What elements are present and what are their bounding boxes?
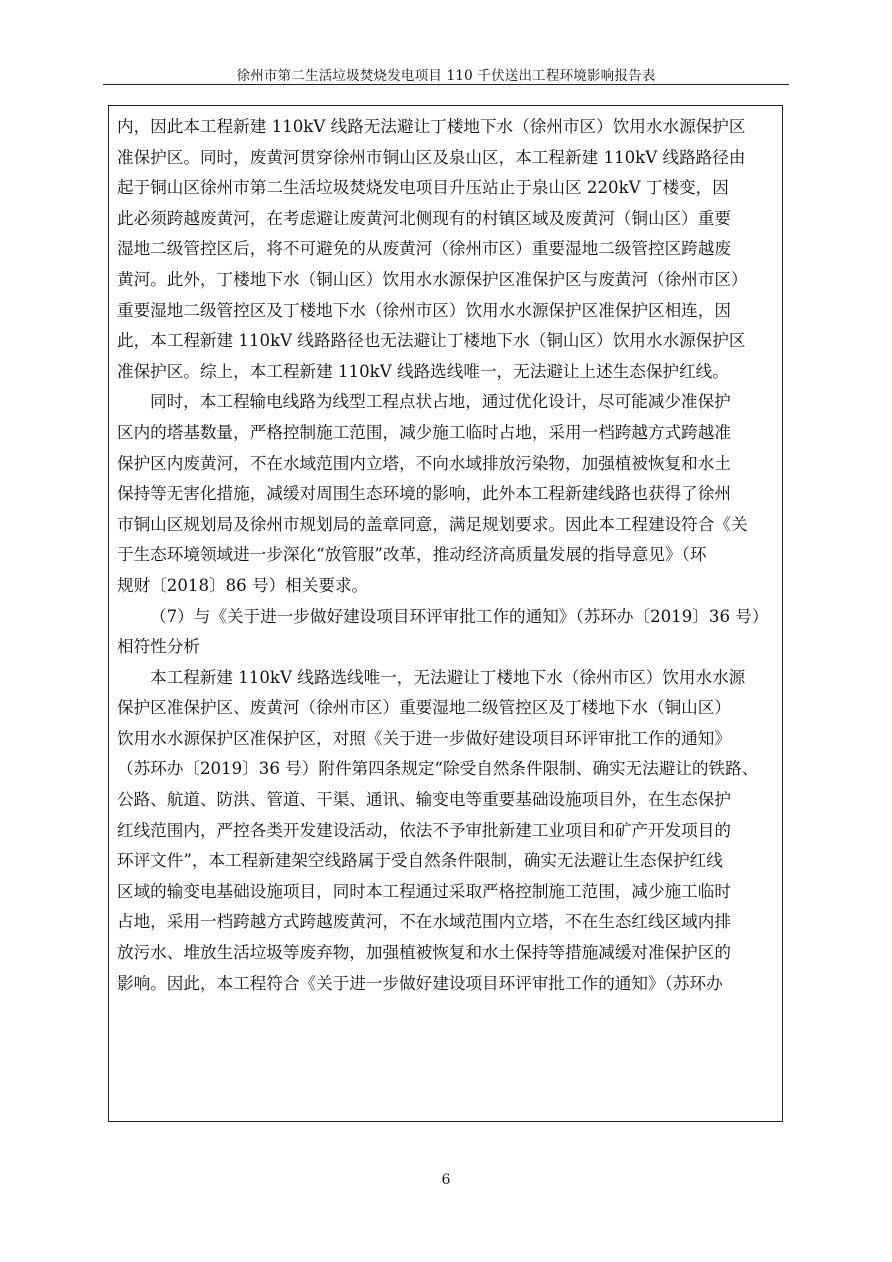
report-header-title: 徐州市第二生活垃圾焚烧发电项目 110 千伏送出工程环境影响报告表 bbox=[236, 68, 656, 84]
header-divider bbox=[103, 84, 789, 85]
body-text-line: 保护区准保护区、废黄河（徐州市区）重要湿地二级管控区及丁楼地下水（铜山区） bbox=[117, 698, 731, 718]
report-body-text bbox=[117, 112, 777, 999]
body-text-line: 饮用水水源保护区准保护区，对照《关于进一步做好建设项目环评审批工作的通知》 bbox=[117, 728, 731, 748]
body-text-line: 红线范围内，严控各类开发建设活动，依法不予审批新建工业项目和矿产开发项目的 bbox=[117, 820, 731, 840]
body-text-line: 保护区内废黄河，不在水域范围内立塔，不向水域排放污染物，加强植被恢复和水土 bbox=[117, 453, 731, 473]
body-text-line: 本工程新建 110kV 线路选线唯一，无法避让丁楼地下水（徐州市区）饮用水水源 bbox=[150, 667, 746, 687]
body-text-line: 影响。因此，本工程符合《关于进一步做好建设项目环评审批工作的通知》（苏环办 bbox=[117, 973, 723, 993]
body-text-line: 环评文件”，本工程新建架空线路属于受自然条件限制，确实无法避让生态保护红线 bbox=[117, 851, 723, 871]
body-text-line: 放污水、堆放生活垃圾等废弃物，加强植被恢复和水土保持等措施减缓对准保护区的 bbox=[117, 943, 731, 963]
body-text-line: （苏环办〔2019〕36 号）附件第四条规定“除受自然条件限制、确实无法避让的铁路、 bbox=[117, 759, 759, 779]
body-text-line: 黄河。此外，丁楼地下水（铜山区）饮用水水源保护区准保护区与废黄河（徐州市区） bbox=[117, 269, 748, 289]
body-text-line: 公路、航道、防洪、管道、干渠、通讯、输变电等重要基础设施项目外，在生态保护 bbox=[117, 790, 731, 810]
body-text-line: 此，本工程新建 110kV 线路路径也无法避让丁楼地下水（铜山区）饮用水水源保护区 bbox=[117, 331, 746, 351]
body-text-line: 准保护区。综上，本工程新建 110kV 线路选线唯一，无法避让上述生态保护红线。 bbox=[117, 361, 729, 381]
body-text-line: 重要湿地二级管控区及丁楼地下水（徐州市区）饮用水水源保护区准保护区相连，因 bbox=[117, 300, 731, 320]
body-text-line: 内，因此本工程新建 110kV 线路无法避让丁楼地下水（徐州市区）饮用水水源保护区 bbox=[117, 117, 746, 136]
body-text-line: 区域的输变电基础设施项目，同时本工程通过采取严格控制施工范围，减少施工临时 bbox=[117, 881, 731, 901]
body-text-line: 区内的塔基数量，严格控制施工范围，减少施工临时占地，采用一档跨越方式跨越准 bbox=[117, 422, 731, 442]
body-text-line: 市铜山区规划局及徐州市规划局的盖章同意，满足规划要求。因此本工程建设符合《关 bbox=[117, 514, 748, 534]
body-text-line: 此必须跨越废黄河，在考虑避让废黄河北侧现有的村镇区域及废黄河（铜山区）重要 bbox=[117, 208, 731, 228]
body-text-line: 湿地二级管控区后，将不可避免的从废黄河（徐州市区）重要湿地二级管控区跨越废 bbox=[117, 239, 731, 259]
body-text-line: 准保护区。同时，废黄河贯穿徐州市铜山区及泉山区，本工程新建 110kV 线路路径由 bbox=[117, 147, 746, 167]
body-text-line: 起于铜山区徐州市第二生活垃圾焚烧发电项目升压站止于泉山区 220kV 丁楼变，因 bbox=[117, 178, 729, 198]
body-text-line: 相符性分析 bbox=[117, 637, 200, 657]
body-text-line: （7）与《关于进一步做好建设项目环评审批工作的通知》（苏环办〔2019〕36 号） bbox=[150, 606, 769, 626]
body-text-line: 于生态环境领域进一步深化“放管服”改革，推动经济高质量发展的指导意见》（环 bbox=[117, 545, 707, 565]
body-text-line: 保持等无害化措施，减缓对周围生态环境的影响，此外本工程新建线路也获得了徐州 bbox=[117, 484, 731, 504]
body-text-line: 同时，本工程输电线路为线型工程点状占地，通过优化设计，尽可能减少准保护 bbox=[150, 392, 731, 412]
page-number: 6 bbox=[441, 1172, 451, 1188]
body-text-line: 占地，采用一档跨越方式跨越废黄河，不在水域范围内立塔，不在生态红线区域内排 bbox=[117, 912, 731, 932]
body-text-line: 规财〔2018〕86 号）相关要求。 bbox=[117, 575, 369, 595]
